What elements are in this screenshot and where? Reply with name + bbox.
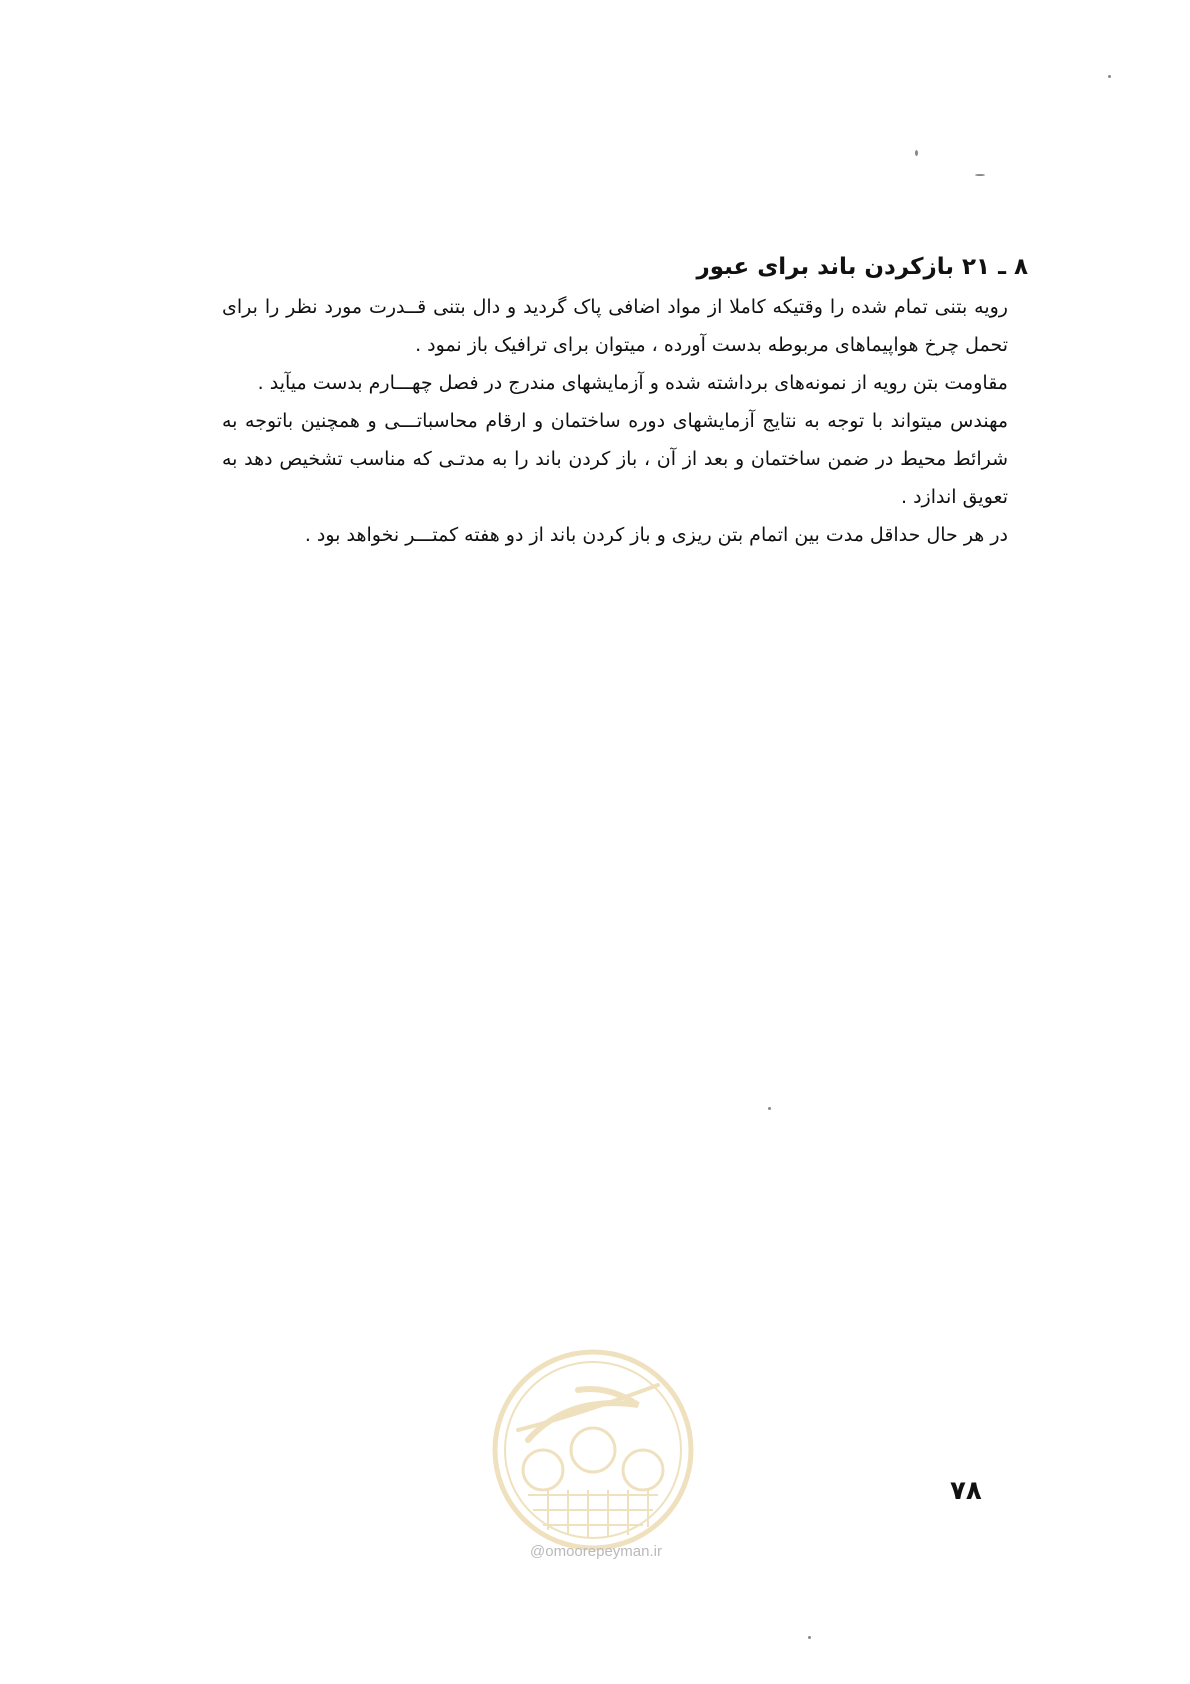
paragraph-3: مهندس میتواند با توجه به نتایج آزمایشهای دوره ساختمان و ارقام محاسباتـــی و همچنین باتوجه به شرائط محیط در ضمن ساختمان و بعد از آن ، باز کردن باند را به مدتـی که مناسب تشخیص دهد به تعویق اندازد .	[222, 410, 1008, 508]
scan-speck	[768, 1107, 771, 1110]
section-heading: ۸ ـ ۲۱ بازکردن باند برای عبور	[696, 254, 1028, 280]
page-number: ۷۸	[950, 1476, 982, 1506]
watermark-caption: @omoorepeyman.ir	[530, 1543, 662, 1560]
scan-speck	[975, 174, 985, 176]
scan-speck	[915, 150, 918, 156]
document-body	[222, 250, 1028, 554]
scan-speck	[808, 1636, 811, 1639]
paragraph-2: مقاومت بتن رویه از نمونه‌های برداشته شده و آزمایشهای مندرج در فصل چهـــارم بدست میآید .	[257, 372, 1008, 394]
paragraph-1: رویه بتنی تمام شده را وقتیکه کاملا از مواد اضافی پاک گردید و دال بتنی قــدرت مورد نظر را برای تحمل چرخ هواپیماهای مربوطه بدست آورده ، میتوان برای ترافیک باز نمود .	[222, 296, 1008, 356]
watermark-seal-icon	[488, 1345, 698, 1555]
paragraph-4: در هر حال حداقل مدت بین اتمام بتن ریزی و باز کردن باند از دو هفته کمتـــر نخواهد بود .	[304, 524, 1008, 546]
scan-speck	[1108, 75, 1111, 78]
